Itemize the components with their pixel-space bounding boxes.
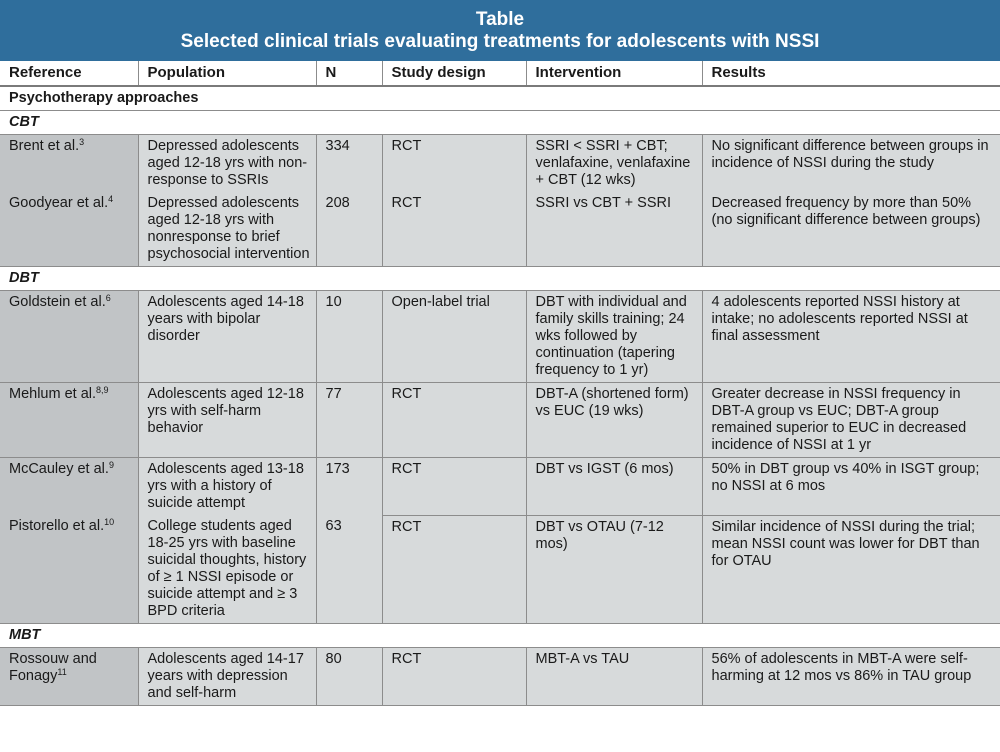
n-cell: 173 [316,458,382,516]
n-cell: 63 [316,515,382,624]
intervention-cell: DBT with individual and family skills training; 24 wks followed by continuation (tapering frequency to 1 yr) [526,291,702,383]
n-cell: 10 [316,291,382,383]
results-cell: No significant difference between groups in incidence of NSSI during the study [702,135,1000,193]
title-line-1: Table [475,9,525,30]
intervention-cell: DBT-A (shortened form) vs EUC (19 wks) [526,383,702,458]
population-cell: College students aged 18-25 yrs with baseline suicidal thoughts, history of ≥ 1 NSSI episode or suicide attempt and ≥ 3 BPD criteria [138,515,316,624]
results-cell: 56% of adolescents in MBT-A were self-harming at 12 mos vs 86% in TAU group [702,648,1000,706]
population-cell: Adolescents aged 14-18 years with bipolar disorder [138,291,316,383]
design-cell: RCT [382,458,526,516]
header-results: Results [702,61,1000,86]
design-cell: RCT [382,383,526,458]
table-row [0,291,1000,383]
n-cell: 77 [316,383,382,458]
population-cell: Adolescents aged 14-17 years with depression and self-harm [138,648,316,706]
group-label-dbt: DBT [0,267,1000,291]
intervention-cell: DBT vs OTAU (7-12 mos) [526,515,702,624]
results-cell: Decreased frequency by more than 50% (no significant difference between groups) [702,192,1000,267]
group-row-cbt [0,111,1000,135]
population-cell: Depressed adolescents aged 12-18 yrs with nonresponse to brief psychosocial intervention [138,192,316,267]
continued-note: TABLE CONTINUED ON PAGE 41 [751,728,976,744]
group-label-mbt: MBT [0,624,1000,648]
header-population: Population [138,61,316,86]
results-cell: Greater decrease in NSSI frequency in DBT-A group vs EUC; DBT-A group remained superior to EUC in decreased incidence of NSSI at 1 yr [702,383,1000,458]
section-title: Psychotherapy approaches [0,86,1000,111]
design-cell: RCT [382,648,526,706]
intervention-cell: SSRI vs CBT + SSRI [526,192,702,267]
title-line-2: Selected clinical trials evaluating treatments for adolescents with NSSI [180,31,820,52]
n-cell: 208 [316,192,382,267]
header-reference: Reference [0,61,138,86]
n-cell: 334 [316,135,382,193]
section-row [0,86,1000,111]
header-study-design: Study design [382,61,526,86]
table-row [0,515,1000,624]
group-row-dbt [0,267,1000,291]
design-cell: Open-label trial [382,291,526,383]
trials-table [0,61,1000,706]
table-row [0,135,1000,193]
header-n: N [316,61,382,86]
population-cell: Depressed adolescents aged 12-18 yrs with non-response to SSRIs [138,135,316,193]
table-row [0,192,1000,267]
reference-cell: Brent et al.$^3$ [0,135,138,193]
design-cell: RCT [382,515,526,624]
reference-cell: Pistorello et al.$^{10}$ [0,515,138,624]
population-cell: Adolescents aged 13-18 yrs with a history of suicide attempt [138,458,316,516]
intervention-cell: DBT vs IGST (6 mos) [526,458,702,516]
design-cell: RCT [382,192,526,267]
table-row [0,458,1000,516]
reference-cell: Mehlum et al.$^{8,9}$ [0,383,138,458]
population-cell: Adolescents aged 12-18 yrs with self-harm behavior [138,383,316,458]
intervention-cell: SSRI < SSRI + CBT; venlafaxine, venlafaxine + CBT (12 wks) [526,135,702,193]
header-intervention: Intervention [526,61,702,86]
table-title [0,0,1000,61]
results-cell: 50% in DBT group vs 40% in ISGT group; no NSSI at 6 mos [702,458,1000,516]
design-cell: RCT [382,135,526,193]
table-row [0,648,1000,706]
reference-cell: Goldstein et al.$^6$ [0,291,138,383]
n-cell: 80 [316,648,382,706]
reference-cell: McCauley et al.$^9$ [0,458,138,516]
table-row [0,383,1000,458]
results-cell: Similar incidence of NSSI during the trial; mean NSSI count was lower for DBT than for OTAU [702,515,1000,624]
results-cell: 4 adolescents reported NSSI history at intake; no adolescents reported NSSI at final assessment [702,291,1000,383]
group-label-cbt: CBT [0,111,1000,135]
header-row [0,61,1000,86]
intervention-cell: MBT-A vs TAU [526,648,702,706]
reference-cell: Rossouw and Fonagy$^{11}$ [0,648,138,706]
reference-cell: Goodyear et al.$^4$ [0,192,138,267]
group-row-mbt [0,624,1000,648]
